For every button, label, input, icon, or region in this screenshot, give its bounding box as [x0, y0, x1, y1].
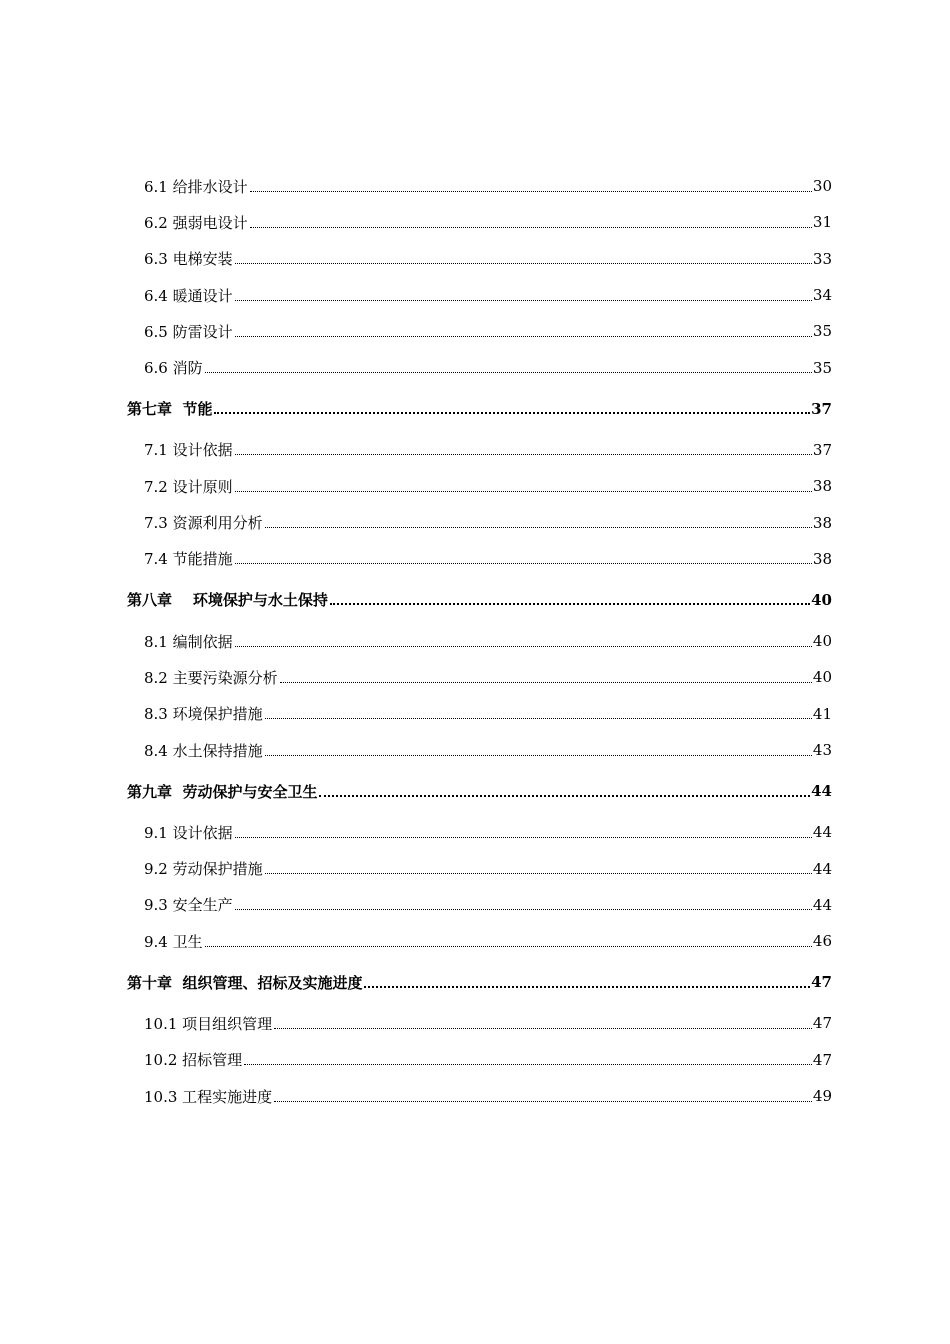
- dot-leader: [233, 551, 813, 566]
- toc-page-number: 47: [812, 1050, 832, 1069]
- toc-page-number: 38: [812, 477, 832, 496]
- toc-page-number: 46: [812, 932, 832, 951]
- dot-leader: [248, 179, 813, 194]
- dot-leader: [233, 825, 813, 840]
- toc-entry-label: 7.2 设计原则: [144, 477, 233, 496]
- toc-entry-label: 7.4 节能措施: [144, 550, 233, 569]
- toc-entry[interactable]: [0, 732, 950, 768]
- dot-leader: [328, 592, 811, 607]
- toc-entry[interactable]: [0, 468, 950, 504]
- dot-leader: [203, 934, 813, 949]
- toc-entry-label: 6.3 电梯安装: [144, 250, 233, 269]
- toc-entry[interactable]: [0, 814, 950, 850]
- table-of-contents: [0, 168, 950, 1114]
- dot-leader: [272, 1016, 813, 1031]
- toc-entry[interactable]: [0, 241, 950, 277]
- toc-entry-label: 9.3 安全生产: [144, 896, 233, 915]
- toc-entry-label: 8.1 编制依据: [144, 632, 233, 651]
- toc-page-number: 40: [812, 632, 832, 651]
- toc-entry[interactable]: [0, 923, 950, 959]
- toc-entry-label: 6.2 强弱电设计: [144, 213, 248, 232]
- toc-page-number: 34: [812, 286, 832, 305]
- toc-chapter-label: 第九章 劳动保护与安全卫生: [127, 782, 318, 801]
- toc-page-number: 35: [812, 358, 832, 377]
- dot-leader: [263, 706, 813, 721]
- toc-page-number: 38: [812, 549, 832, 568]
- toc-entry-label: 6.4 暖通设计: [144, 286, 233, 305]
- toc-entry[interactable]: [0, 623, 950, 659]
- toc-page-number: 47: [811, 973, 832, 992]
- toc-chapter-label: 第八章 环境保护与水土保持: [127, 591, 328, 610]
- toc-entry-label: 6.6 消防: [144, 359, 203, 378]
- toc-entry[interactable]: [0, 850, 950, 886]
- toc-entry-label: 7.1 设计依据: [144, 441, 233, 460]
- toc-entry[interactable]: [0, 349, 950, 385]
- toc-entry[interactable]: [0, 168, 950, 204]
- toc-entry-label: 10.2 招标管理: [144, 1051, 243, 1070]
- dot-leader: [248, 215, 813, 230]
- toc-entry[interactable]: [0, 277, 950, 313]
- toc-page-number: 47: [812, 1014, 832, 1033]
- toc-entry[interactable]: [0, 432, 950, 468]
- dot-leader: [317, 784, 811, 799]
- toc-entry[interactable]: [0, 541, 950, 577]
- toc-entry[interactable]: [0, 1005, 950, 1041]
- toc-entry[interactable]: [0, 696, 950, 732]
- toc-page-number: 44: [811, 782, 832, 801]
- toc-entry-label: 9.2 劳动保护措施: [144, 860, 263, 879]
- toc-entry-label: 6.5 防雷设计: [144, 322, 233, 341]
- toc-page-number: 44: [812, 823, 832, 842]
- toc-entry[interactable]: [0, 659, 950, 695]
- toc-page-number: 31: [812, 213, 832, 232]
- toc-page-number: 33: [812, 249, 832, 268]
- toc-entry-label: 9.1 设计依据: [144, 823, 233, 842]
- dot-leader: [272, 1089, 813, 1104]
- dot-leader: [242, 1052, 813, 1067]
- toc-entry[interactable]: [0, 887, 950, 923]
- dot-leader: [278, 670, 813, 685]
- toc-page-number: 43: [812, 741, 832, 759]
- toc-entry-label: 8.4 水土保持措施: [144, 741, 263, 760]
- toc-page-number: 40: [811, 590, 832, 609]
- toc-page-number: 30: [812, 177, 832, 196]
- dot-leader: [263, 515, 813, 530]
- toc-entry-label: 8.2 主要污染源分析: [144, 668, 278, 687]
- toc-chapter-entry[interactable]: [0, 577, 950, 623]
- toc-page-number: 49: [812, 1087, 832, 1106]
- toc-page-number: 44: [812, 895, 832, 914]
- dot-leader: [233, 288, 813, 303]
- dot-leader: [233, 897, 813, 912]
- toc-entry[interactable]: [0, 204, 950, 240]
- toc-chapter-label: 第七章 节能: [127, 400, 213, 419]
- toc-entry-label: 8.3 环境保护措施: [144, 705, 263, 724]
- toc-entry-label: 6.1 给排水设计: [144, 177, 248, 196]
- toc-page-number: 40: [812, 668, 832, 687]
- toc-entry[interactable]: [0, 1042, 950, 1078]
- toc-entry[interactable]: [0, 504, 950, 540]
- dot-leader: [263, 861, 813, 876]
- toc-entry[interactable]: [0, 1078, 950, 1114]
- dot-leader: [233, 634, 813, 649]
- toc-entry-label: 10.1 项目组织管理: [144, 1014, 273, 1033]
- toc-page-number: 37: [812, 440, 832, 459]
- dot-leader: [233, 324, 813, 339]
- toc-chapter-entry[interactable]: [0, 959, 950, 1005]
- dot-leader: [203, 360, 813, 375]
- dot-leader: [263, 743, 813, 758]
- toc-entry-label: 9.4 卫生: [144, 932, 203, 951]
- toc-entry-label: 10.3 工程实施进度: [144, 1087, 273, 1106]
- toc-chapter-entry[interactable]: [0, 768, 950, 814]
- toc-page-number: 38: [812, 513, 832, 532]
- dot-leader: [233, 251, 813, 266]
- toc-page-number: 35: [812, 322, 832, 341]
- toc-entry[interactable]: [0, 313, 950, 349]
- dot-leader: [212, 401, 811, 416]
- toc-page-number: 41: [812, 704, 832, 723]
- toc-page-number: 37: [811, 399, 832, 418]
- toc-page-number: 44: [812, 859, 832, 878]
- dot-leader: [362, 975, 811, 990]
- toc-chapter-entry[interactable]: [0, 386, 950, 432]
- toc-entry-label: 7.3 资源利用分析: [144, 514, 263, 533]
- toc-chapter-label: 第十章 组织管理、招标及实施进度: [127, 973, 363, 992]
- dot-leader: [233, 442, 813, 457]
- dot-leader: [233, 479, 813, 494]
